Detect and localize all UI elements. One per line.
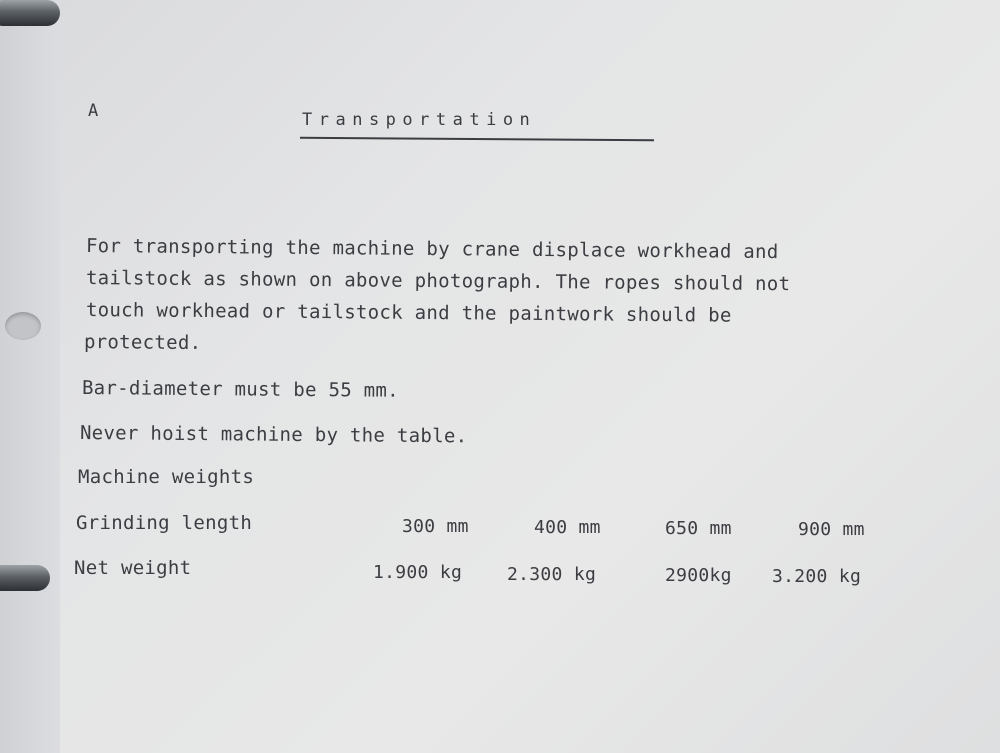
hoist-warning: Never hoist machine by the table. xyxy=(79,422,468,448)
paragraph-line: tailstock as shown on above photograph. The ropes should not xyxy=(85,267,791,296)
binder-margin xyxy=(0,0,60,753)
net-weight-value: 2.300 kg xyxy=(507,564,597,585)
net-weight-value: 1.900 kg xyxy=(373,562,463,583)
grinding-length-value: 900 mm xyxy=(798,519,865,540)
title-underline xyxy=(300,137,654,141)
binder-ring-bottom xyxy=(0,565,50,591)
punch-hole xyxy=(5,312,41,340)
paragraph-line: For transporting the machine by crane displace workhead and xyxy=(85,235,779,264)
net-weight-label: Net weight xyxy=(74,557,192,579)
bar-diameter-note: Bar-diameter must be 55 mm. xyxy=(81,377,400,402)
grinding-length-value: 300 mm xyxy=(402,516,469,537)
grinding-length-value: 400 mm xyxy=(534,517,601,538)
net-weight-value: 2900kg xyxy=(665,565,732,586)
paragraph-line: protected. xyxy=(83,331,202,355)
page-title: Transportation xyxy=(302,110,537,130)
paragraph-line: touch workhead or tailstock and the paintwork should be xyxy=(85,299,732,327)
grinding-length-value: 650 mm xyxy=(665,518,732,539)
grinding-length-label: Grinding length xyxy=(76,512,253,534)
weights-heading: Machine weights xyxy=(78,466,255,488)
binder-ring-top xyxy=(0,0,60,26)
net-weight-value: 3.200 kg xyxy=(772,566,862,587)
section-letter: A xyxy=(88,101,99,121)
